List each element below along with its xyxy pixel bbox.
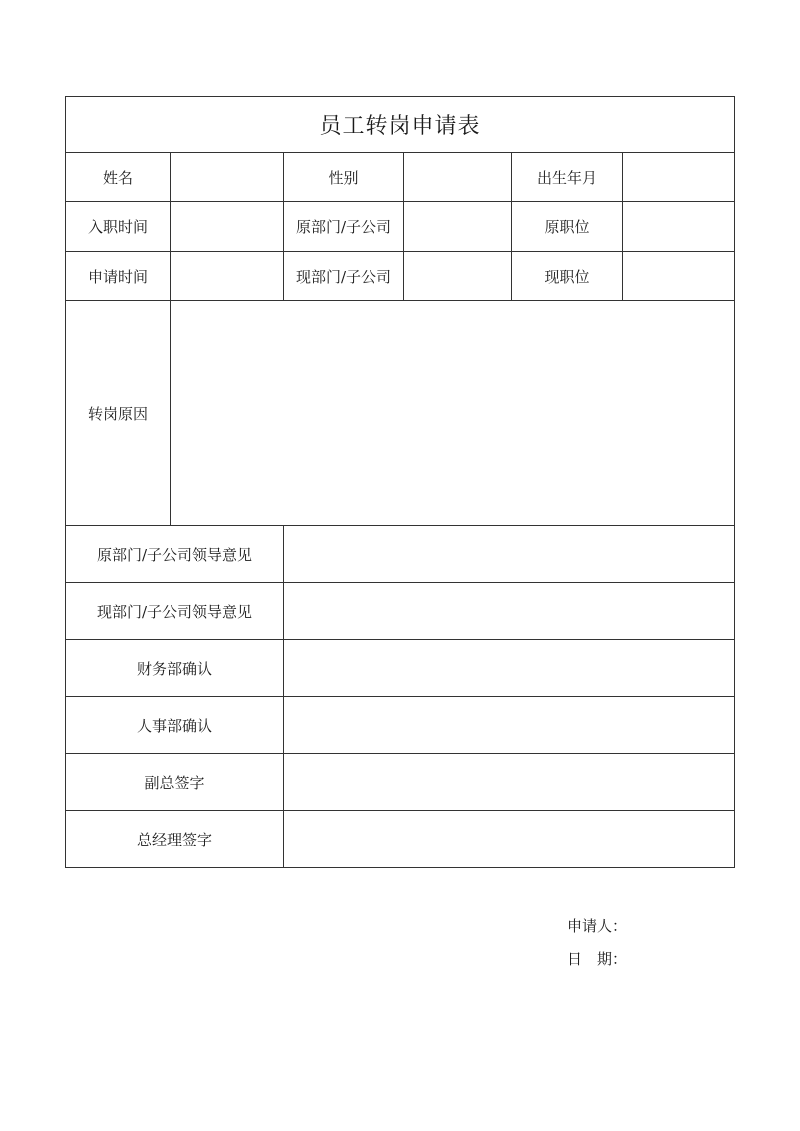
original-position-field[interactable] xyxy=(623,202,734,251)
current-department-field[interactable] xyxy=(404,252,511,300)
current-department-label: 现部门/子公司 xyxy=(295,267,392,286)
current-leader-opinion-field[interactable] xyxy=(284,583,734,639)
original-position-label: 原职位 xyxy=(544,218,590,236)
original-department-label: 原部门/子公司 xyxy=(295,218,392,236)
date-label: 日 期： xyxy=(567,950,628,968)
hr-confirm-label: 人事部确认 xyxy=(136,716,212,735)
applicant-label: 申请人： xyxy=(567,917,628,935)
current-position-field[interactable] xyxy=(623,252,734,300)
form-title: 员工转岗申请表 xyxy=(319,114,481,139)
gender-field[interactable] xyxy=(404,153,511,201)
name-label: 姓名 xyxy=(102,168,133,187)
hire-date-field[interactable] xyxy=(171,202,283,251)
vp-signature-label: 副总签字 xyxy=(144,773,205,792)
apply-date-field[interactable] xyxy=(171,252,283,300)
gm-signature-label: 总经理签字 xyxy=(136,830,212,849)
gender-label: 性别 xyxy=(328,168,359,187)
transfer-reason-field[interactable] xyxy=(171,301,734,525)
finance-confirm-label: 财务部确认 xyxy=(136,659,212,678)
hire-date-label: 入职时间 xyxy=(87,218,148,236)
current-leader-opinion-label: 现部门/子公司领导意见 xyxy=(96,602,253,621)
finance-confirm-field[interactable] xyxy=(284,640,734,696)
current-position-label: 现职位 xyxy=(544,267,590,286)
apply-date-label: 申请时间 xyxy=(87,267,148,286)
hr-confirm-field[interactable] xyxy=(284,697,734,753)
gm-signature-field[interactable] xyxy=(284,811,734,867)
transfer-reason-label: 转岗原因 xyxy=(87,404,148,423)
vp-signature-field[interactable] xyxy=(284,754,734,810)
original-department-field[interactable] xyxy=(404,202,511,251)
border-bottom xyxy=(65,867,735,868)
birth-label: 出生年月 xyxy=(536,168,597,187)
original-leader-opinion-field[interactable] xyxy=(284,526,734,582)
name-field[interactable] xyxy=(171,153,283,201)
original-leader-opinion-label: 原部门/子公司领导意见 xyxy=(96,545,253,564)
birth-field[interactable] xyxy=(623,153,734,201)
